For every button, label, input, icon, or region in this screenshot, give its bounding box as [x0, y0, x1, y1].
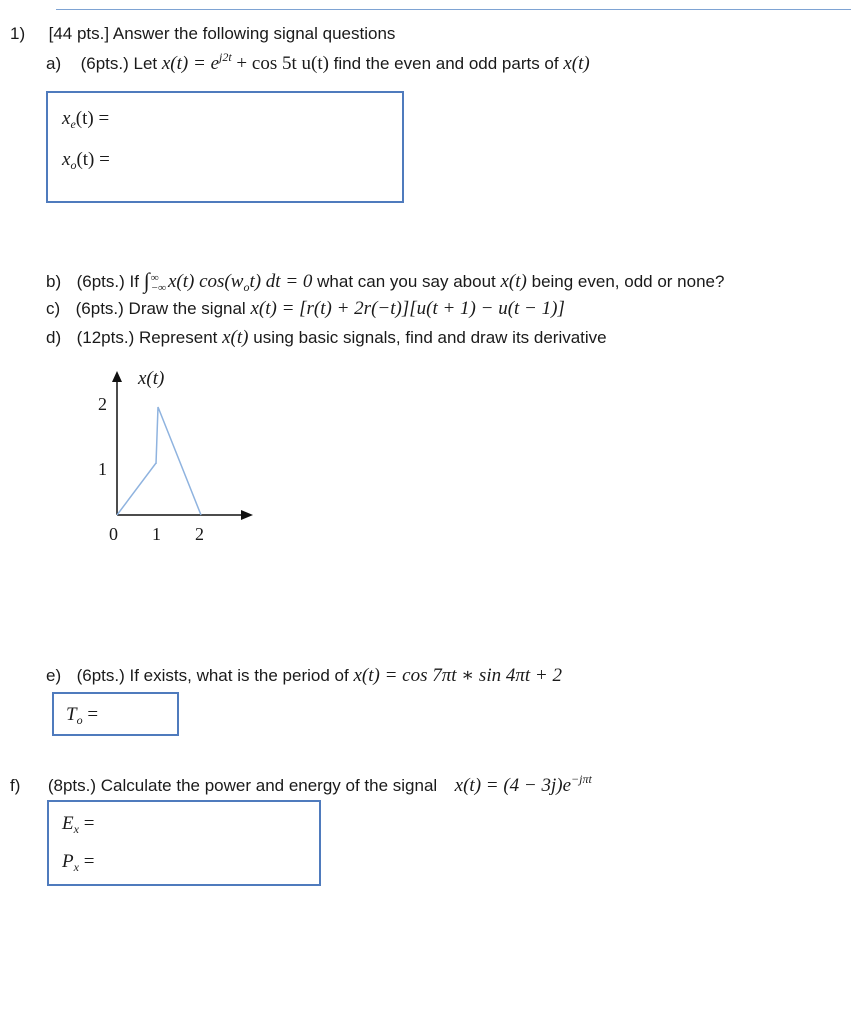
part-a-prompt: [46, 50, 590, 75]
part-b-tail-var: x(t): [500, 271, 527, 292]
part-d-label: d): [46, 328, 62, 347]
part-c-expression: x(t) = [r(t) + 2r(−t)][u(t + 1) − u(t − 1)]: [250, 298, 565, 319]
question-f-points: (8pts.) Calculate the power and energy of the signal: [47, 776, 438, 795]
part-c-label: c): [46, 299, 61, 318]
part-d-prompt: [46, 327, 607, 349]
part-a-tail-var: x(t): [563, 53, 590, 74]
question-title: [44 pts.] Answer the following signal questions: [48, 24, 396, 43]
graph-x-tick-1: 1: [152, 524, 161, 544]
signal-curve: [117, 407, 201, 515]
graph-x-tick-0: 0: [109, 524, 118, 544]
part-d-points: (12pts.) Represent: [76, 328, 218, 347]
part-c-prompt: [46, 298, 565, 320]
period-answer[interactable]: $T_o$ =: [66, 704, 99, 727]
part-b-tail-2: being even, odd or none?: [531, 272, 725, 291]
part-e-points: (6pts.) If exists, what is the period of: [76, 666, 349, 685]
part-b-points: (6pts.) If: [76, 272, 139, 291]
graph-y-tick-2: 2: [98, 394, 107, 414]
question-f-expression: $x(t) = (4 - 3j)e^{-j\pi t}$: [454, 772, 592, 796]
part-b-prompt: [46, 267, 724, 293]
even-part-answer[interactable]: $x_e(t)$ =: [62, 108, 110, 131]
question-f-label: f): [10, 776, 21, 795]
part-b-tail: what can you say about: [317, 272, 496, 291]
part-d-tail: using basic signals, find and draw its derivative: [253, 328, 607, 347]
part-d-var: x(t): [222, 327, 249, 348]
question-1-heading: [10, 24, 395, 44]
part-a-tail: find the even and odd parts of: [333, 54, 559, 73]
top-rule: [56, 9, 851, 10]
part-a-label: a): [46, 54, 62, 73]
graph-y-label: x(t): [138, 368, 165, 389]
energy-answer[interactable]: $E_x$ =: [62, 813, 95, 836]
part-b-integral: ∫ ∞ −∞ x(t) $\cos(w_ot)$ dt = 0: [143, 268, 313, 294]
graph-x-tick-2: 2: [195, 524, 204, 544]
part-e-label: e): [46, 666, 62, 685]
part-a-points: (6pts.) Let: [80, 54, 158, 73]
part-a-signal: $x(t) = e^{j2t} + \cos 5t$ u(t): [161, 50, 329, 74]
y-axis-arrow: [112, 371, 122, 382]
power-answer[interactable]: $P_x$ =: [62, 851, 95, 874]
part-e-prompt: [46, 664, 562, 687]
part-c-points: (6pts.) Draw the signal: [75, 299, 246, 318]
question-number: 1): [10, 24, 26, 43]
graph-y-tick-1: 1: [98, 459, 107, 479]
odd-part-answer[interactable]: $x_o(t)$ =: [62, 149, 110, 172]
part-b-label: b): [46, 272, 62, 291]
part-e-expression: x(t) = cos 7πt ∗ sin 4πt + 2: [353, 665, 562, 686]
question-f-prompt: [10, 772, 592, 797]
x-axis-arrow: [241, 510, 253, 520]
